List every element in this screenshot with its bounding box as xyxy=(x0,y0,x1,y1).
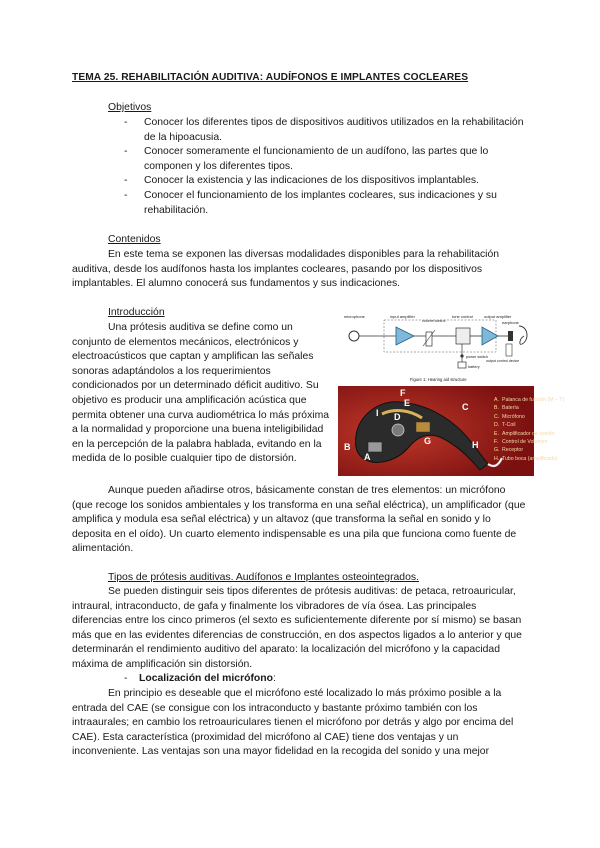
diagram-label-volume: volume control xyxy=(422,319,446,323)
diagram-label-microphone: microphone xyxy=(344,314,365,319)
objetivo-text: Conocer los diferentes tipos de dispositivos auditivos utilizados en la rehabilitación de la hipoacusia. xyxy=(144,117,524,143)
power-switch-icon xyxy=(460,354,463,357)
list-item: - Conocer los diferentes tipos de dispositivos auditivos utilizados en la rehabilitación de la hipoacusia. xyxy=(124,117,524,143)
legend-item: E. Amplificador de sonido xyxy=(494,430,555,437)
tipos-paragraph: Se pueden distinguir seis tipos diferentes de prótesis auditivas: de petaca, retroauricular, intraural, intraconducto, de gafa y finalmente los vibradores de vía ósea. Las principales diferencias entre los cinco primeros (el sexto es suficientemente diferente por sí mismo) se basan más que en las evidentes diferencias de construcción, en dos aspectos ligados a lo anterior y que determinarán el rendimiento auditivo del aparato: la localización del micrófono y la capacidad máxima de amplificación sin distorsión. xyxy=(72,586,522,670)
localizacion-paragraph: En principio es deseable que el micrófono esté localizado lo más próximo posible a la entrada del CAE (se consigue con los intraconducto y bastante próximo también con los intraaurales; en cambio los retroauriculares tienen el micrófono por detrás y algo por encima del CAE). Esta característica (proximidad del micrófono al CAE) tiene dos ventajas y un inconveniente. Las ventajas son una mayor fidelidad en la recogida del sonido y una mejor xyxy=(72,688,514,758)
diagram-label-output-amp: output amplifier xyxy=(484,314,512,319)
page-title: TEMA 25. REHABILITACIÓN AUDITIVA: AUDÍFONOS E IMPLANTES COCLEARES xyxy=(72,72,469,83)
introduccion-paragraph: Una prótesis auditiva se define como un conjunto de elementos mecánicos, electrónicos y electroacústicos que captan y amplifican las señales sonoras adaptándolos a los requerimientos condicionados por un determinado déficit auditivo. Su objetivo es producir una amplificación acústica que permita obtener una curva audiométrica lo más próxima a la normalidad y proporcione una buena inteligibilidad en la percepción de la palabra hablada, evitando en la medida de lo posible cualquier tipo de distorsión. xyxy=(72,322,330,465)
battery-door xyxy=(368,442,382,452)
diagram-label-output-device: output control device xyxy=(486,359,520,363)
microphone-icon xyxy=(349,331,359,341)
photo-label-h: H xyxy=(472,440,479,450)
diagram-caption: Figure 1: Hearing aid structure xyxy=(410,377,467,382)
diagram-label-earphone: earphone xyxy=(502,320,519,325)
hearing-aid-diagram xyxy=(338,310,534,384)
objetivo-text: Conocer someramente el funcionamiento de un audífono, las partes que lo componen y los diferentes tipos. xyxy=(144,146,489,172)
dash-marker: - xyxy=(124,673,128,684)
contenidos-paragraph: En este tema se exponen las diversas modalidades disponibles para la rehabilitación auditiva, desde los audífonos hasta los implantes cocleares, pasando por los dispositivos implantables. El alumno conocerá sus fundamentos y sus indicaciones. xyxy=(72,249,500,290)
legend-item: D. T-Coil xyxy=(494,422,516,429)
list-item: - Conocer la existencia y las indicaciones de los dispositivos implantables. xyxy=(124,175,479,187)
volume-control-icon xyxy=(426,332,432,346)
photo-label-e: E xyxy=(404,398,411,408)
diagram-label-power-switch: power switch xyxy=(466,355,488,359)
photo-label-i: I xyxy=(376,408,379,418)
photo-label-b: B xyxy=(344,442,351,452)
diagram-label-tone: tone control xyxy=(452,314,473,319)
tipos-heading: Tipos de prótesis auditivas. Audífonos e Implantes osteointegrados. xyxy=(108,572,419,583)
objetivo-text: Conocer la existencia y las indicaciones de los dispositivos implantables. xyxy=(144,175,479,187)
legend-item: C. Micrófono xyxy=(494,413,525,420)
list-item: - Conocer el funcionamiento de los implantes cocleares, sus indicaciones y su rehabilitación. xyxy=(124,189,497,216)
photo-label-c: C xyxy=(462,402,469,412)
legend-item: F. Control de Volumen xyxy=(494,439,548,446)
objetivos-list xyxy=(124,116,524,218)
introduccion-heading: Introducción xyxy=(108,307,165,318)
photo-label-d: D xyxy=(394,412,401,422)
tone-control-icon xyxy=(456,328,470,344)
battery-icon xyxy=(458,362,466,368)
introduccion-paragraph-2: Aunque pueden añadirse otros, básicamente constan de tres elementos: un micrófono (que recoge los sonidos ambientales y los transforma en una señal eléctrica), un amplificador (que amplifica y modula esa señal eléctrica) y un altavoz (que transforma la señal en sonido y lo deposita en el oído). Un cuarto elemento indispensable es una pila que funciona como fuente de alimentación. xyxy=(72,485,526,555)
objetivos-heading: Objetivos xyxy=(108,102,152,113)
photo-label-g: G xyxy=(424,436,432,446)
volume-wheel xyxy=(392,424,404,436)
photo-label-a: A xyxy=(364,452,371,462)
localizacion-title: Localización del micrófono xyxy=(139,673,273,684)
legend-item: A. Palanca de función (M – T) xyxy=(494,397,565,403)
legend-item: G. Receptor xyxy=(494,447,524,454)
earphone-icon xyxy=(508,331,513,341)
diagram-label-input-amp: input amplifier xyxy=(390,314,415,319)
objetivo-text: Conocer el funcionamiento de los implantes cocleares, sus indicaciones y su rehabilitación. xyxy=(144,189,497,216)
contenidos-heading: Contenidos xyxy=(108,234,161,245)
photo-legend xyxy=(494,396,565,463)
legend-item: H. Tubo boca (amplificado) xyxy=(494,455,558,462)
localizacion-colon: : xyxy=(272,673,276,684)
legend-item: B. Batería xyxy=(494,405,519,412)
diagram-label-battery: battery xyxy=(468,365,480,369)
photo-label-f: F xyxy=(400,388,406,398)
output-device-icon xyxy=(506,344,512,356)
list-item: - Conocer someramente el funcionamiento de un audífono, las partes que lo componen y los diferentes tipos. xyxy=(124,146,489,172)
amplifier-chip xyxy=(416,422,430,432)
localizacion-heading xyxy=(124,672,276,687)
